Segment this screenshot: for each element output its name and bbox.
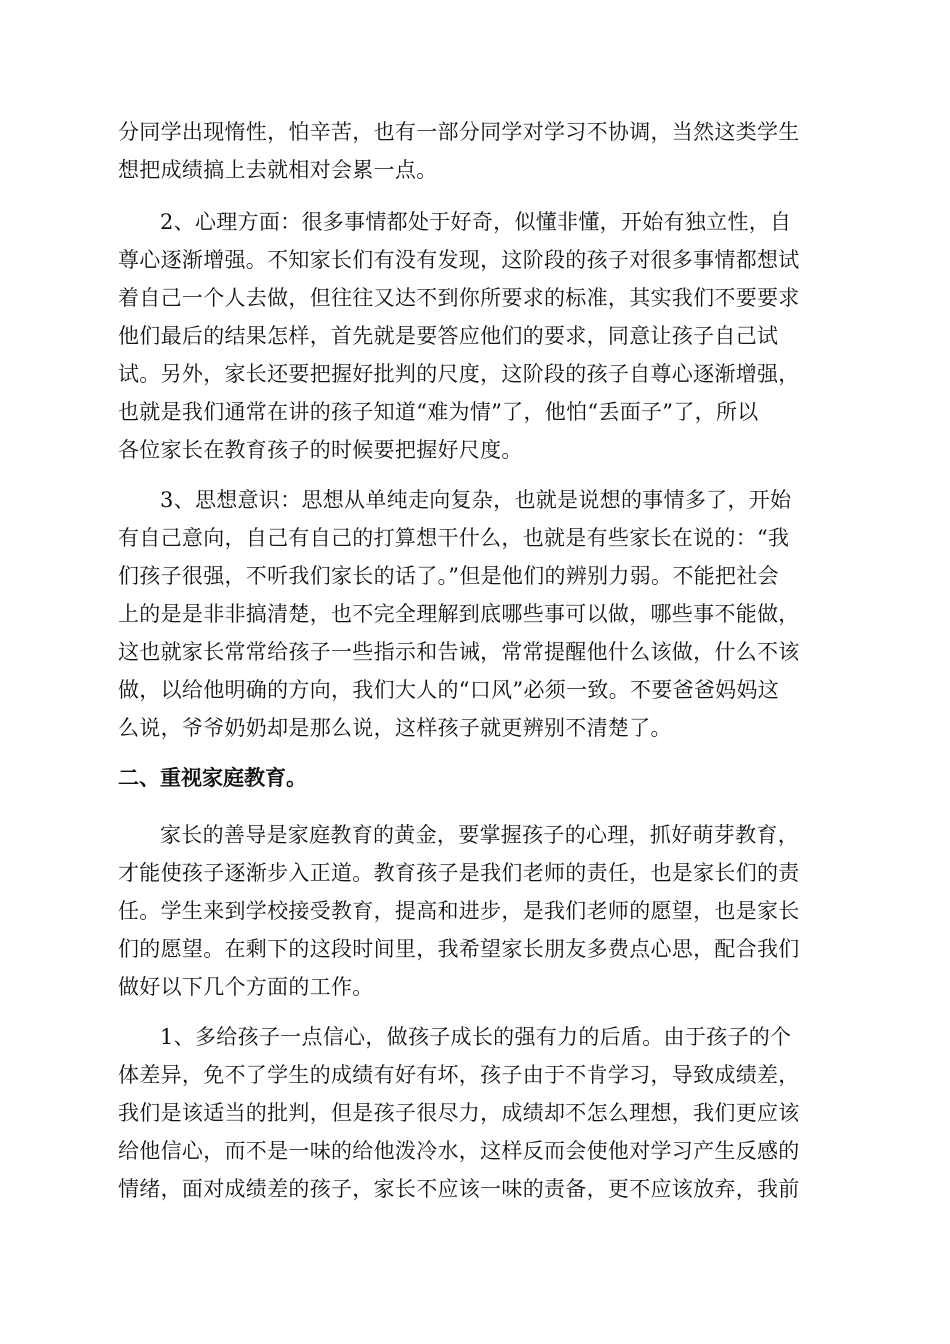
text-line: 才能使孩子逐渐步入正道。教育孩子是我们老师的责任，也是家长们的责 <box>118 861 800 885</box>
text-line: 试。另外，家长还要把握好批判的尺度，这阶段的孩子自尊心逐渐增强， <box>118 362 800 386</box>
paragraph-thinking <box>118 481 836 747</box>
text-line: 他们最后的结果怎样，首先就是要答应他们的要求，同意让孩子自己试 <box>118 324 779 348</box>
paragraph-confidence <box>118 1018 836 1208</box>
paragraph-continuation <box>118 113 836 189</box>
text-line: 体差异，免不了学生的成绩有好有坏，孩子由于不肯学习，导致成绩差， <box>118 1063 800 1087</box>
paragraph-family-education <box>118 816 836 1006</box>
text-line: 任。学生来到学校接受教育，提高和进步，是我们老师的愿望，也是家长 <box>118 899 800 923</box>
text-line: 各位家长在教育孩子的时候要把握好尺度。 <box>118 438 523 462</box>
text-line: 情绪，面对成绩差的孩子，家长不应该一味的责备，更不应该放弃，我前 <box>118 1177 800 1201</box>
section-heading: 二、重视家庭教育。 <box>118 766 307 790</box>
text-line: 3、思想意识：思想从单纯走向复杂，也就是说想的事情多了，开始 <box>160 488 792 512</box>
text-line: 家长的善导是家庭教育的黄金，要掌握孩子的心理，抓好萌芽教育， <box>160 823 799 847</box>
text-line: 么说，爷爷奶奶却是那么说，这样孩子就更辨别不清楚了。 <box>118 716 672 740</box>
text-line: 分同学出现惰性，怕辛苦，也有一部分同学对学习不协调，当然这类学生 <box>118 120 800 144</box>
text-line: 有自己意向，自己有自己的打算想干什么，也就是有些家长在说的：“我 <box>118 526 790 550</box>
text-line: 上的是是非非搞清楚，也不完全理解到底哪些事可以做，哪些事不能做， <box>118 602 800 626</box>
text-line: 着自己一个人去做，但往往又达不到你所要求的标准，其实我们不要要求 <box>118 286 800 310</box>
text-line: 2、心理方面：很多事情都处于好奇，似懂非懂，开始有独立性，自 <box>160 210 792 234</box>
text-line: 我们是该适当的批判，但是孩子很尽力，成绩却不怎么理想，我们更应该 <box>118 1101 800 1125</box>
text-line: 这也就家长常常给孩子一些指示和告诫，常常提醒他什么该做，什么不该 <box>118 640 800 664</box>
text-line: 1、多给孩子一点信心，做孩子成长的强有力的后盾。由于孩子的个 <box>160 1025 792 1049</box>
text-line: 也就是我们通常在讲的孩子知道“难为情”了，他怕“丢面子”了，所以 <box>118 400 759 424</box>
text-line: 尊心逐渐增强。不知家长们有没有发现，这阶段的孩子对很多事情都想试 <box>118 248 800 272</box>
text-line: 做，以给他明确的方向，我们大人的“口风”必须一致。不要爸爸妈妈这 <box>118 678 780 702</box>
text-line: 做好以下几个方面的工作。 <box>118 975 374 999</box>
text-line: 们孩子很强，不听我们家长的话了。”但是他们的辨别力弱。不能把社会 <box>118 564 779 588</box>
text-line: 想把成绩搞上去就相对会累一点。 <box>118 158 438 182</box>
text-line: 给他信心，而不是一味的给他泼冷水，这样反而会使他对学习产生反感的 <box>118 1139 800 1163</box>
paragraph-psychology <box>118 203 836 469</box>
text-line: 们的愿望。在剩下的这段时间里，我希望家长朋友多费点心思，配合我们 <box>118 937 800 961</box>
